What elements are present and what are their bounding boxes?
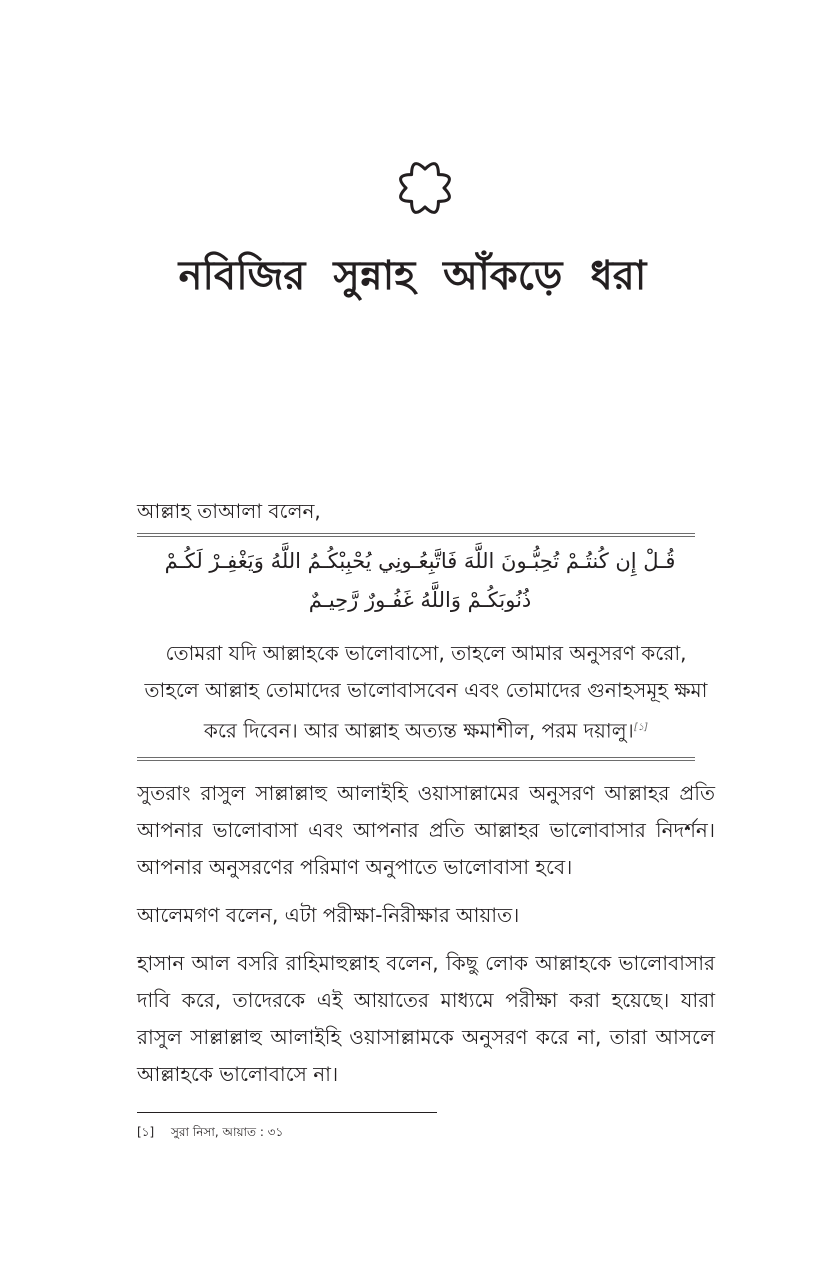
verse-intro: আল্লাহ তাআলা বলেন, <box>137 499 321 523</box>
chapter-title: নবিজির সুন্নাহ আঁকড়ে ধরা <box>178 253 647 299</box>
quran-verse-arabic: قُـلْ إِن كُنتُـمْ تُحِبُّـونَ اللَّهَ فَاتَّبِعُـونِي يُحْبِبْكُـمُ اللَّهُ وَيَغْفِـرْ لَكُـمْ ذُنُوبَكُـمْ وَاللَّهُ غَفُـورٌ رَّحِيـمٌ <box>164 549 676 612</box>
footnote-number: [১] <box>137 1125 155 1139</box>
body-paragraph: আলেমগণ বলেন, এটা পরীক্ষা-নিরীক্ষার আয়াত। <box>137 903 520 927</box>
verse-bottom-divider <box>137 757 695 761</box>
verse-top-divider <box>137 533 695 537</box>
flower-ornament-icon <box>387 150 463 226</box>
footnote-reference[interactable]: [১] <box>633 722 649 733</box>
verse-translation-text: তোমরা যদি আল্লাহকে ভালোবাসো, তাহলে আমার অনুসরণ করো, তাহলে আল্লাহ তোমাদের ভালোবাসবেন এবং তোমাদের গুনাহসমূহ ক্ষমা করে দিবেন। আর আল্লাহ অত্যন্ত ক্ষমাশীল, পরম দয়ালু। <box>144 641 708 743</box>
verse-translation <box>137 635 715 750</box>
footnote-text: সুরা নিসা, আয়াত : ৩১ <box>171 1125 284 1139</box>
footnote-divider <box>137 1112 437 1113</box>
footnote <box>137 1122 283 1142</box>
body-paragraph: সুতরাং রাসুল সাল্লাল্লাহু আলাইহি ওয়াসাল্লামের অনুসরণ আল্লাহর প্রতি আপনার ভালোবাসা এবং আপনার প্রতি আল্লাহর ভালোবাসার নিদর্শন। আপনার অনুসরণের পরিমাণ অনুপাতে ভালোবাসা হবে। <box>137 781 715 879</box>
body-paragraph: হাসান আল বসরি রাহিমাহুল্লাহ বলেন, কিছু লোক আল্লাহকে ভালোবাসার দাবি করে, তাদেরকে এই আয়াতের মাধ্যমে পরীক্ষা করা হয়েছে। যারা রাসুল সাল্লাল্লাহু আলাইহি ওয়াসাল্লামকে অনুসরণ করে না, তারা আসলে আল্লাহকে ভালোবাসে না। <box>137 951 715 1086</box>
